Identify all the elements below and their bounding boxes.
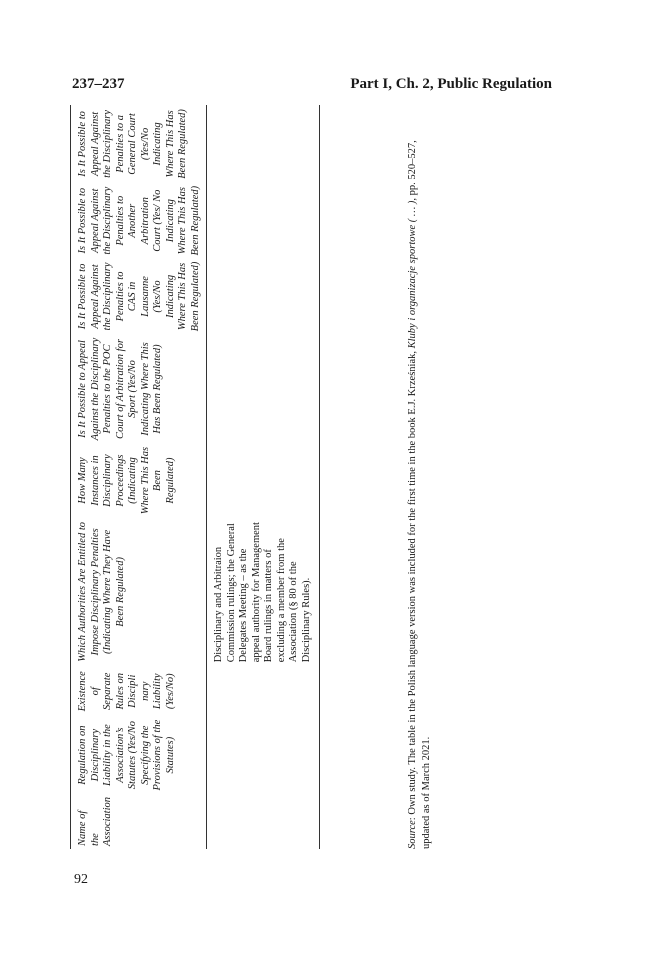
- header-instances: How Many Instances in Disciplinary Proceedings (Indicating Where This Has Been Regulated): [77, 446, 176, 515]
- header-other-arbitration-appeal: Is It Possible to Appeal Against the Disciplinary Penalties to Another Arbitration Court (Yes/ No Indicating Where This Has Been Regulated): [77, 185, 201, 256]
- rotated-table-area: [70, 105, 518, 849]
- source-text-before: : Own study. The table in the Polish language version was included for the first time in the book E.J. Krześniak,: [407, 348, 418, 821]
- source-book-title: Kluby i organizacje sportowe ( … ): [407, 200, 418, 349]
- running-head-chapter: Part I, Ch. 2, Public Regulation: [350, 76, 552, 92]
- disciplinary-regulation-table: [70, 105, 320, 849]
- header-cas-appeal: Is It Possible to Appeal Against the Disciplinary Penalties to CAS in Lausanne (Yes/No Indicating Where This Has Been Regulated): [77, 261, 201, 332]
- header-general-court-appeal: Is It Possible to Appeal Against the Disciplinary Penalties to a General Court (Yes/No Indicating Where This Has Been Regulated): [77, 109, 188, 179]
- cell-cas: [207, 259, 320, 335]
- table-body: [207, 105, 320, 849]
- header-statutes: Regulation on Disciplinary Liability in the Association’s Statutes (Yes/No Specifying the Provisions of the Statutes): [77, 719, 176, 791]
- header-authorities: Which Authorities Are Entitled to Impose Disciplinary Penalties (Indicating Where They Have Been Regulated): [77, 521, 126, 662]
- cell-other-arbitration: [207, 183, 320, 259]
- source-text-after: , pp. 520–527, updated as of March 2021.: [407, 140, 432, 849]
- header-association-name: Name of the Association: [77, 797, 113, 846]
- cell-instances: [207, 444, 320, 518]
- header-poc-appeal: Is It Possible to Appeal Against the Disciplinary Penalties to the POC Court of Arbitration for Sport (Yes/No Indicating Where This Has Been Regulated): [77, 337, 163, 441]
- header-row: [71, 105, 207, 849]
- table-row: [207, 105, 320, 849]
- cell-general-court: [207, 105, 320, 183]
- source-label: Source: [407, 820, 418, 849]
- running-head-range: 237–237: [72, 76, 125, 92]
- table-header: [71, 105, 207, 849]
- cell-name: [207, 794, 320, 849]
- landscape-content: [70, 105, 518, 849]
- header-separate-rules: Existence of Separate Rules on Discipli nary Liability (Yes/No): [77, 671, 176, 712]
- cell-authorities: Disciplinary and Arbitraion Commission rulings; the General Delegates Meeting – as the appeal authority for Management Board rulings in matters of excluding a member from the Association (§ 80 of the Disciplinary Rules).: [213, 522, 312, 663]
- page-number: 92: [74, 872, 88, 887]
- cell-poc: [207, 334, 320, 443]
- source-note: [406, 109, 434, 849]
- cell-statutes: [207, 716, 320, 794]
- cell-separate-rules: [207, 666, 320, 716]
